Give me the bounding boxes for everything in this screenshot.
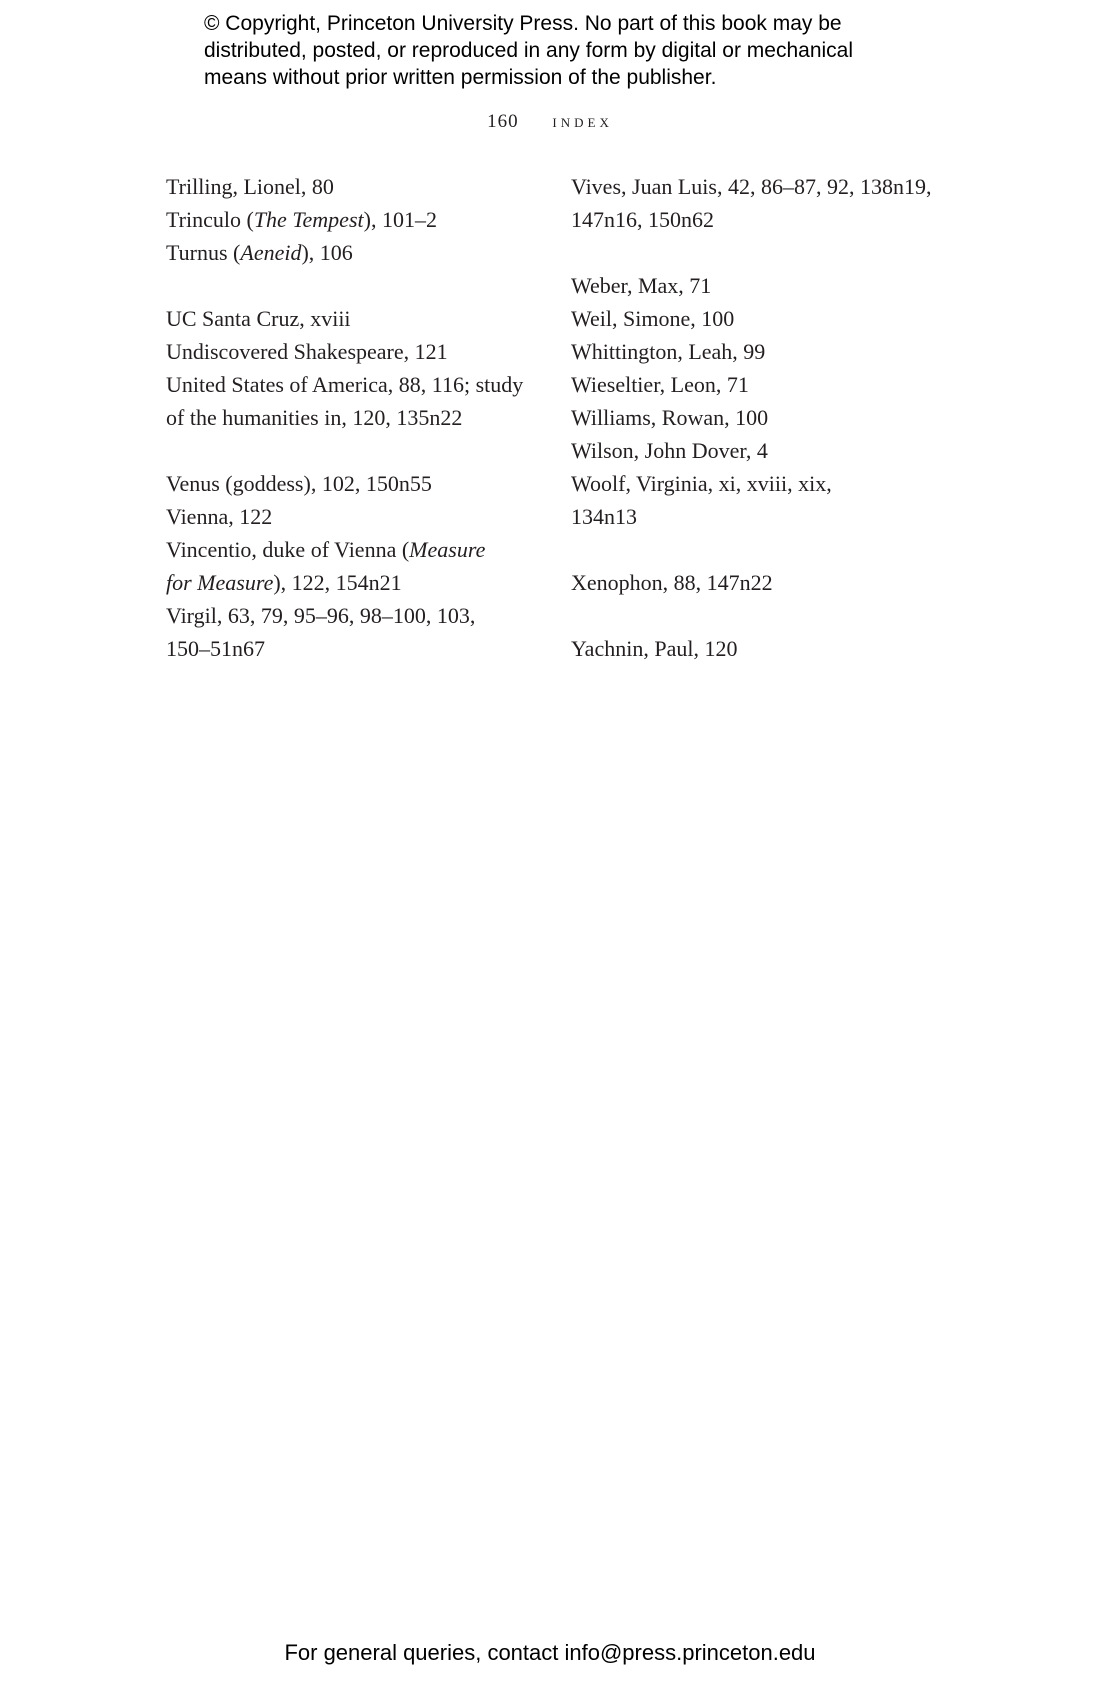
index-entry-yachnin: Yachnin, Paul, 120 xyxy=(571,636,738,661)
work-title: Measure xyxy=(409,537,486,562)
index-entry-turnus: Turnus (Aeneid), 106 xyxy=(166,240,353,265)
index-entry-williams: Williams, Rowan, 100 xyxy=(571,405,769,430)
index-entry-weber: Weber, Max, 71 xyxy=(571,273,712,298)
index-entry-vincentio: Vincentio, duke of Vienna (Measure for Measure), 122, 154n21 xyxy=(166,537,486,595)
copyright-line: means without prior written permission of the publisher. xyxy=(204,66,717,89)
letter-gap xyxy=(571,533,991,566)
work-title: for Measure xyxy=(166,570,274,595)
index-entry-virgil: Virgil, 63, 79, 95–96, 98–100, 103, 150–51n67 xyxy=(166,603,476,661)
section-title: index xyxy=(552,111,613,132)
index-entry-trinculo: Trinculo (The Tempest), 101–2 xyxy=(166,207,437,232)
index-entry-vienna: Vienna, 122 xyxy=(166,504,273,529)
letter-gap xyxy=(166,269,566,302)
work-title: Aeneid xyxy=(240,240,302,265)
index-entry-united-states: United States of America, 88, 116; study of the humanities in, 120, 135n22 xyxy=(166,372,524,430)
index-entry-whittington: Whittington, Leah, 99 xyxy=(571,339,766,364)
index-entry-wieseltier: Wieseltier, Leon, 71 xyxy=(571,372,749,397)
work-title: The Tempest xyxy=(253,207,364,232)
index-entry-weil: Weil, Simone, 100 xyxy=(571,306,735,331)
page-number: 160 xyxy=(487,111,519,132)
index-entry-vives: Vives, Juan Luis, 42, 86–87, 92, 138n19, 147n16, 150n62 xyxy=(571,174,932,232)
index-entry-xenophon: Xenophon, 88, 147n22 xyxy=(571,570,773,595)
index-entry-uc-santa-cruz: UC Santa Cruz, xviii xyxy=(166,306,351,331)
copyright-line: distributed, posted, or reproduced in any form by digital or mechanical xyxy=(204,39,854,62)
letter-gap xyxy=(571,599,991,632)
running-head xyxy=(0,111,1100,133)
index-column-left xyxy=(166,170,566,665)
copyright-line: © Copyright, Princeton University Press. No part of this book may be xyxy=(204,12,842,35)
index-column-right xyxy=(571,170,991,665)
index-entry-trilling: Trilling, Lionel, 80 xyxy=(166,174,334,199)
letter-gap xyxy=(571,236,991,269)
copyright-notice xyxy=(204,10,924,91)
footer-contact: For general queries, contact info@press.princeton.edu xyxy=(284,1640,816,1665)
letter-gap xyxy=(166,434,566,467)
index-entry-wilson: Wilson, John Dover, 4 xyxy=(571,438,768,463)
index-entry-undiscovered-shakespeare: Undiscovered Shakespeare, 121 xyxy=(166,339,448,364)
index-entry-venus: Venus (goddess), 102, 150n55 xyxy=(166,471,432,496)
index-entry-woolf: Woolf, Virginia, xi, xviii, xix, 134n13 xyxy=(571,471,832,529)
